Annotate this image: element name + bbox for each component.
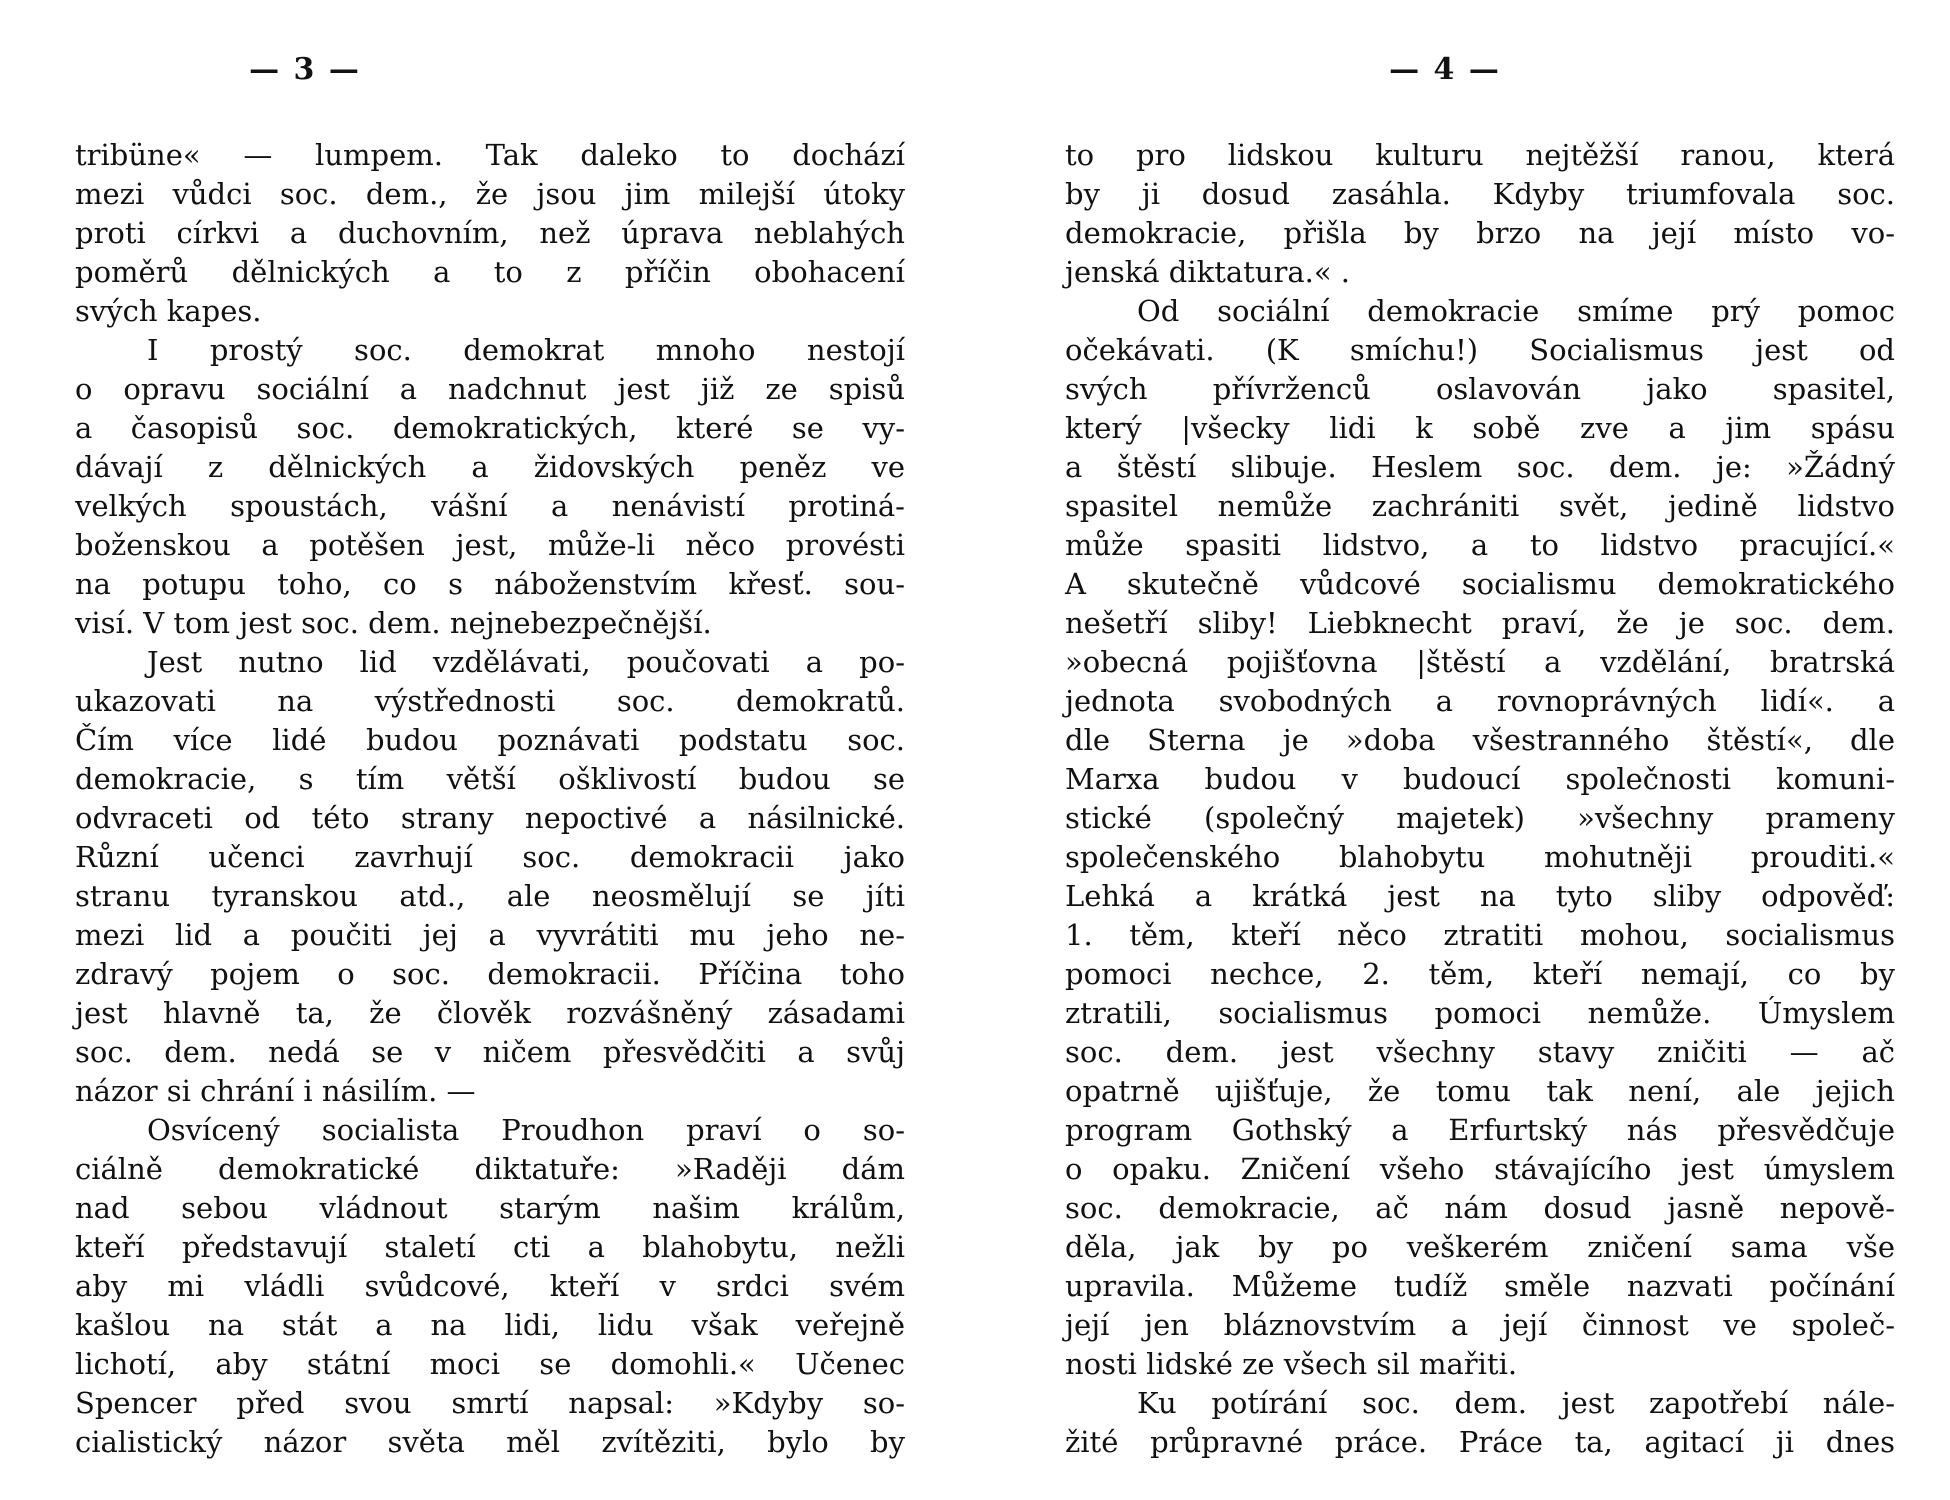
right-page xyxy=(1065,0,1895,1500)
text-line: svých přívrženců oslavován jako spasitel, xyxy=(1065,372,1895,406)
text-line: zdravý pojem o soc. demokracii. Příčina toho xyxy=(75,957,905,991)
text-line: může spasiti lidstvo, a to lidstvo pracující.« xyxy=(1065,528,1895,562)
text-line: kteří představují staletí cti a blahobytu, nežli xyxy=(75,1230,905,1264)
text-line: spasitel nemůže zachrániti svět, jedině lidstvo xyxy=(1065,489,1895,523)
text-line: Osvícený socialista Proudhon praví o so- xyxy=(147,1113,905,1147)
text-line: aby mi vládli svůdcové, kteří v srdci svém xyxy=(75,1269,905,1303)
page-number-right: — 4 — xyxy=(1389,52,1501,87)
text-line: o opravu sociální a nadchnut jest již ze spisů xyxy=(75,372,905,406)
text-line: odvraceti od této strany nepoctivé a násilnické. xyxy=(75,801,905,835)
text-line: poměrů dělnických a to z příčin obohacení xyxy=(75,255,905,289)
text-line: kašlou na stát a na lidi, lidu však veřejně xyxy=(75,1308,905,1342)
text-line: a štěstí slibuje. Heslem soc. dem. je: »Žádný xyxy=(1065,450,1895,484)
text-line: Ku potírání soc. dem. jest zapotřebí nále- xyxy=(1137,1386,1895,1420)
text-line: žité průpravné práce. Práce ta, agitací ji dnes xyxy=(1065,1425,1895,1459)
text-line: soc. demokracie, ač nám dosud jasně nepově- xyxy=(1065,1191,1895,1225)
text-line: Čím více lidé budou poznávati podstatu soc. xyxy=(75,723,905,757)
text-line: Spencer před svou smrtí napsal: »Kdyby so- xyxy=(75,1386,905,1420)
text-line: dávají z dělnických a židovských peněz ve xyxy=(75,450,905,484)
text-line: názor si chrání i násilím. — xyxy=(75,1074,476,1108)
text-line: nosti lidské ze všech sil mařiti. xyxy=(1065,1347,1518,1381)
text-line: Lehká a krátká jest na tyto sliby odpověď: xyxy=(1065,879,1895,913)
text-line: jest hlavně ta, že člověk rozvášněný zásadami xyxy=(75,996,905,1030)
text-line: očekávati. (K smíchu!) Socialismus jest od xyxy=(1065,333,1895,367)
text-line: velkých spoustách, vášní a nenávistí protiná- xyxy=(75,489,905,523)
text-line: program Gothský a Erfurtský nás přesvědčuje xyxy=(1065,1113,1895,1147)
text-line: I prostý soc. demokrat mnoho nestojí xyxy=(147,333,905,367)
text-line: který |všecky lidi k sobě zve a jim spásu xyxy=(1065,411,1895,445)
text-line: tribüne« — lumpem. Tak daleko to dochází xyxy=(75,138,905,172)
text-line: A skutečně vůdcové socialismu demokratického xyxy=(1065,567,1895,601)
text-line: svých kapes. xyxy=(75,294,262,328)
text-line: ztratili, socialismus pomoci nemůže. Úmyslem xyxy=(1065,996,1895,1030)
right-page-text xyxy=(1065,136,1895,1462)
text-line: společenského blahobytu mohutněji prouditi.« xyxy=(1065,840,1895,874)
text-line: nešetří sliby! Liebknecht praví, že je soc. dem. xyxy=(1065,606,1895,640)
left-page-text xyxy=(75,136,905,1462)
text-line: proti církvi a duchovním, než úprava neblahých xyxy=(75,216,905,250)
text-line: děla, jak by po veškerém zničení sama vše xyxy=(1065,1230,1895,1264)
text-line: mezi vůdci soc. dem., že jsou jim milejší útoky xyxy=(75,177,905,211)
text-line: pomoci nechce, 2. těm, kteří nemají, co by xyxy=(1065,957,1895,991)
text-line: soc. dem. jest všechny stavy zničiti — ač xyxy=(1065,1035,1895,1069)
text-line: lichotí, aby státní moci se domohli.« Učenec xyxy=(75,1347,905,1381)
text-line: boženskou a potěšen jest, může-li něco provésti xyxy=(75,528,905,562)
text-line: jenská diktatura.« . xyxy=(1065,255,1351,289)
text-line: cialistický názor světa měl zvítěziti, bylo by xyxy=(75,1425,905,1459)
text-line: upravila. Můžeme tudíž směle nazvati počínání xyxy=(1065,1269,1895,1303)
text-line: její jen bláznovstvím a její činnost ve společ- xyxy=(1065,1308,1895,1342)
left-page xyxy=(75,0,905,1500)
text-line: dle Sterna je »doba všestranného štěstí«, dle xyxy=(1065,723,1895,757)
text-line: Různí učenci zavrhují soc. demokracii jako xyxy=(75,840,905,874)
text-line: stranu tyranskou atd., ale neosmělují se jíti xyxy=(75,879,905,913)
text-line: 1. těm, kteří něco ztratiti mohou, socialismus xyxy=(1065,918,1895,952)
text-line: stické (společný majetek) »všechny prameny xyxy=(1065,801,1895,835)
text-line: jednota svobodných a rovnoprávných lidí«. a xyxy=(1065,684,1895,718)
text-line: demokracie, přišla by brzo na její místo vo- xyxy=(1065,216,1895,250)
text-line: na potupu toho, co s náboženstvím křesť. sou- xyxy=(75,567,905,601)
text-line: to pro lidskou kulturu nejtěžší ranou, která xyxy=(1065,138,1895,172)
text-line: nad sebou vládnout starým našim králům, xyxy=(75,1191,905,1225)
text-line: o opaku. Zničení všeho stávajícího jest úmyslem xyxy=(1065,1152,1895,1186)
text-line: ciálně demokratické diktatuře: »Raději dám xyxy=(75,1152,905,1186)
text-line: a časopisů soc. demokratických, které se vy- xyxy=(75,411,905,445)
text-line: by ji dosud zasáhla. Kdyby triumfovala soc. xyxy=(1065,177,1895,211)
text-line: visí. V tom jest soc. dem. nejnebezpečnější. xyxy=(75,606,712,640)
text-line: Marxa budou v budoucí společnosti komuni- xyxy=(1065,762,1895,796)
text-line: Od sociální demokracie smíme prý pomoc xyxy=(1137,294,1895,328)
text-line: ukazovati na výstřednosti soc. demokratů. xyxy=(75,684,905,718)
page-number-left: — 3 — xyxy=(249,52,361,87)
text-line: soc. dem. nedá se v ničem přesvědčiti a svůj xyxy=(75,1035,905,1069)
text-line: opatrně ujišťuje, že tomu tak není, ale jejich xyxy=(1065,1074,1895,1108)
text-line: Jest nutno lid vzdělávati, poučovati a po- xyxy=(147,645,905,679)
text-line: mezi lid a poučiti jej a vyvrátiti mu jeho ne- xyxy=(75,918,905,952)
text-line: »obecná pojišťovna |štěstí a vzdělání, bratrská xyxy=(1065,645,1895,679)
text-line: demokracie, s tím větší ošklivostí budou se xyxy=(75,762,905,796)
